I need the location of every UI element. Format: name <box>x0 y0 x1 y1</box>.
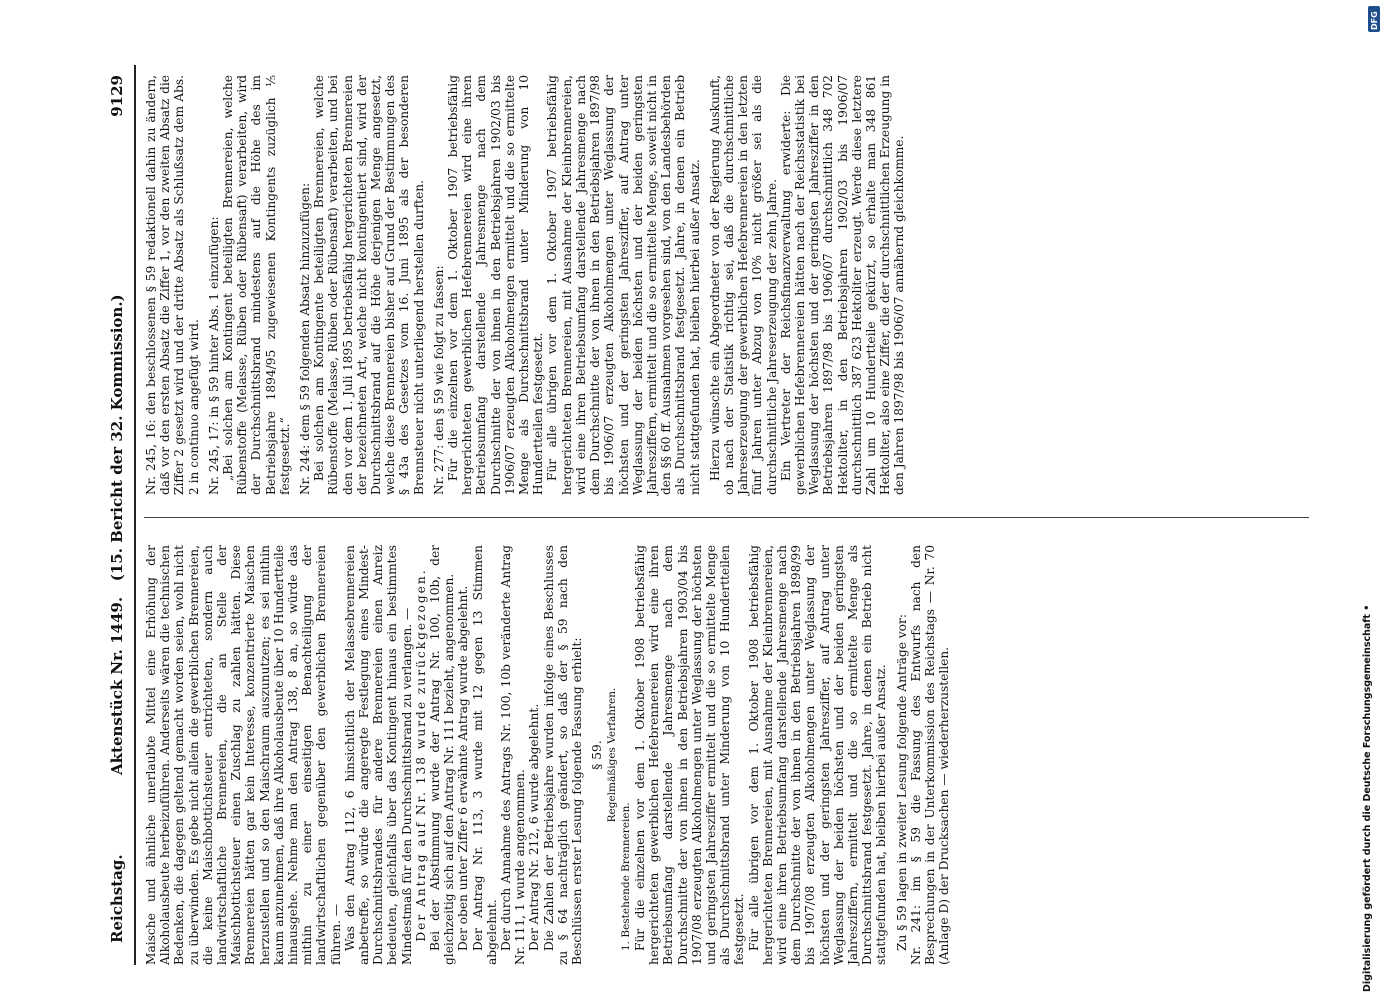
paragraph: Der Antrag Nr. 212, 6 wurde abgelehnt. <box>527 703 542 951</box>
paragraph: Die Zahlen der Betriebsjahre wurden infolge eines Beschlusses zu § 64 nachträglich geändert, so daß der § 59 nach den Beschlüssen erster Lesung folgende Fassung erhielt: <box>541 545 585 965</box>
header-reichstag: Reichstag. <box>108 854 126 943</box>
paragraph: Nr. 244: dem § 59 folgenden Absatz hinzuzufügen: <box>298 182 313 495</box>
paragraph: Der durch Annahme des Antrags Nr. 100, 10b veränderte Antrag Nr. 111, 1 wurde angenommen. <box>499 545 528 965</box>
page-header <box>100 65 138 965</box>
rotated-document <box>100 65 1315 965</box>
paragraph: Nr. 245, 16: den beschlossenen § 59 redaktionell dahin zu ändern, daß vor den ersten Absatz die Ziffer 1, vor den zweiten Absatz die Ziffer 2 gesetzt wird und der dritte Absatz als Schlußsatz dem Abs. 2 in continuo angefügt wird. <box>144 75 201 495</box>
paragraph: Nr. 277: den § 59 wie folgt zu fassen: <box>431 265 446 495</box>
paragraph: Der oben unter Ziffer 6 erwähnte Antrag wurde abgelehnt. <box>456 585 471 951</box>
column-divider <box>144 517 1309 518</box>
paragraph: Hierzu wünschte ein Abgeordneter von der Regierung Auskunft, ob nach der Statistik richtig sei, daß die durchschnittliche Jahreserzeugung der gewerblichen Hefebrennereien in den letzten fünf Jahren unter Abzug von 10% nicht größer sei als die durchschnittliche Jahreserzeugung der zehn Jahre. <box>707 75 779 495</box>
paragraph: Ein Vertreter der Reichsfinanzverwaltung erwiderte: Die gewerblichen Hefebrennereien hätten nach der Reichsstatistik bei Weglassung der höchsten und der geringsten Jahresziffer in den Betriebsjahren 1897/98 bis 1906/07 durchschnittlich 348 702 Hektoliter, in den Betriebsjahren 1902/03 bis 1906/07 durchschnittlich 387 623 Hektoliter erzeugt. Werde diese letztere Zahl um 10 Hundertteile gekürzt, so erhalte man 348 861 Hektoliter, also eine Ziffer, die der durchschnittlichen Erzeugung in den Jahren 1897/98 bis 1906/07 annähernd gleichkomme. <box>778 75 907 495</box>
paragraph: Für alle übrigen vor dem 1. Oktober 1908 betriebsfähig hergerichteten Brennereien, mit Ausnahme der Kleinbrennereien, wird eine ihren Betriebsumfang darstellende Jahresmenge nach dem Durchschnitte der von ihnen in den Betriebsjahren 1898/99 bis 1907/08 erzeugten Alkoholmengen unter Weglassung der höchsten und der geringsten Jahresziffer, auf Antrag unter Weglassung der beiden höchsten und der beiden geringsten Jahresziffern, ermittelt und die so ermittelte Menge als Durchschnittsbrand festgesetzt. Jahre, in denen ein Betrieb nicht stattgefunden hat, bleiben hierbei außer Ansatz. <box>746 545 889 965</box>
paragraph: Der Antrag auf Nr. 138 wurde zurückgezogen. <box>413 568 428 942</box>
digitization-note <box>1356 8 1380 992</box>
dfg-logo-text: DFG <box>1370 11 1379 30</box>
paragraph: Maische und ähnliche unerlaubte Mittel eine Erhöhung der Alkoholausbeute herbeizuführen. Anderseits wären die technischen Bedenken, die dagegen geltend gemacht worden seien, wohl nicht zu überwinden. Es gebe nicht allein die gewerblichen Brennereien, die keine Maischbottichsteuer entrichteten, sondern auch landwirtschaftliche Brennereien, die an Stelle der Maischbottichsteuer einen Zuschlag zu zahlen hätten. Diese Brennereien hätten gar kein Interesse, konzentrierte Maischen herzustellen und so den Maischraum auszunutzen; es sei mithin kaum anzunehmen, daß ihre Alkoholausbeute über 10 Hundertteile hinausgehe. Nehme man den Antrag 138, 8 an, so würde das mithin zu einer einseitigen Benachteiligung der landwirtschaftlichen gegenüber den gewerblichen Brennereien führen. — <box>144 545 343 965</box>
digitization-text: Digitalisierung gefördert durch die Deutsche Forschungsgemeinschaft • <box>1362 604 1373 992</box>
section-subtitle: Regelmäßiges Verfahren. <box>605 687 618 823</box>
paragraph: Der Antrag Nr. 113, 3 wurde mit 12 gegen 13 Stimmen abgelehnt. <box>470 545 499 965</box>
section-title: § 59. <box>590 740 605 770</box>
paragraph: Für die einzelnen vor dem 1. Oktober 1908 betriebsfähig hergerichteten gewerblichen Hefebrennereien wird eine ihren Betriebsumfang darstellende Jahresmenge nach dem Durchschnitte der von ihnen in den Betriebsjahren 1903/04 bis 1907/08 erzeugten Alkoholmengen unter Weglassung der höchsten und geringsten Jahresziffer ermittelt und die so ermittelte Menge als Durchschnittsbrand unter Minderung von 10 Hundertteilen festgesetzt. <box>632 545 747 965</box>
paragraph: Nr. 241: im § 59 die Fassung des Entwurfs nach den Besprechungen in der Unterkommission des Reichstags — Nr. 70 (Anlage D) der Drucksachen — wiederherzustellen. <box>908 545 952 965</box>
paragraph: Bei der Abstimmung wurde der Antrag Nr. 100, 10b, der gleichzeitig sich auf den Antrag Nr. 111 bezieht, angenommen. <box>428 545 457 965</box>
left-column <box>144 545 951 965</box>
paragraph: Für alle übrigen vor dem 1. Oktober 1907 betriebsfähig hergerichteten Brennereien, mit Ausnahme der Kleinbrennereien, wird eine ihren Betriebsumfang darstellende Jahresmenge nach dem Durchschnitte der von ihnen in den Betriebsjahren 1897/98 bis 1906/07 erzeugten Alkoholmengen unter Weglassung der höchsten und der geringsten Jahresziffer, auf Antrag unter Weglassung der beiden höchsten und der beiden geringsten Jahresziffern, ermittelt und die so ermittelte Menge, soweit nicht in den §§ 60 ff. Ausnahmen vorgesehen sind, von den Landesbehörden als Durchschnittsbrand festgesetzt. Jahre, in denen ein Betrieb nicht stattgefunden hat, bleiben hierbei außer Ansatz. <box>545 75 702 495</box>
subsection-heading: 1. Bestehende Brennereien. <box>619 802 632 951</box>
right-column <box>144 75 907 495</box>
paragraph: Für die einzelnen vor dem 1. Oktober 1907 betriebsfähig hergerichteten gewerblichen Hefebrennereien wird eine ihren Betriebsumfang darstellende Jahresmenge nach dem Durchschnitte der von ihnen in den Betriebsjahren 1902/03 bis 1906/07 erzeugten Alkoholmengen ermittelt und die so ermittelte Menge als Durchschnittsbrand unter Minderung von 10 Hundertteilen festgesetzt. <box>446 75 546 495</box>
paragraph: Bei solchen am Kontingente beteiligten Brennereien, welche Rübenstoffe (Melasse, Rüben oder Rübensaft) verarbeiten, und bei den vor dem 1. Juli 1895 betriebsfähig hergerichteten Brennereien der bezeichneten Art, welche nicht kontingentiert sind, wird der Durchschnittsbrand auf die Höhe derjenigen Menge angesetzt, welche diese Brennereien bisher auf Grund der Bestimmungen des § 43a des Gesetzes vom 16. Juni 1895 als der besonderen Brennsteuer nicht unterliegend herstellen durften. <box>312 75 426 495</box>
header-aktenstueck: Aktenstück Nr. 1449. (15. Bericht der 32. Kommission.) <box>108 294 126 775</box>
dfg-logo <box>1368 6 1380 32</box>
paragraph: Was den Antrag 112, 6 hinsichtlich der Melassebrennereien anbetreffe, so würde die angeregte Festlegung eines Mindest-Durchschnittsbrandes für andere Brennereien einen Anreiz bedeuten, gleichfalls über das Kontingent hinaus ein bestimmtes Mindestmaß für den Durchschnittsbrand zu verlangen. — <box>342 545 414 965</box>
page-number: 9129 <box>108 75 126 117</box>
paragraph: Zu § 59 lagen in zweiter Lesung folgende Anträge vor: <box>894 614 909 951</box>
header-rule <box>134 65 136 965</box>
paragraph: „Bei solchen am Kontingent beteiligten Brennereien, welche Rübenstoffe (Melasse, Rüben oder Rübensaft) verarbeiten, wird der Durchschnittsbrand mindestens auf die Höhe des im Betriebsjahre 1894/95 zugewiesenen Kontingents zuzüglich ⅕ festgesetzt.“ <box>221 75 292 495</box>
paragraph: Nr. 245, 17: in § 59 hinter Abs. 1 einzufügen: <box>206 216 221 495</box>
